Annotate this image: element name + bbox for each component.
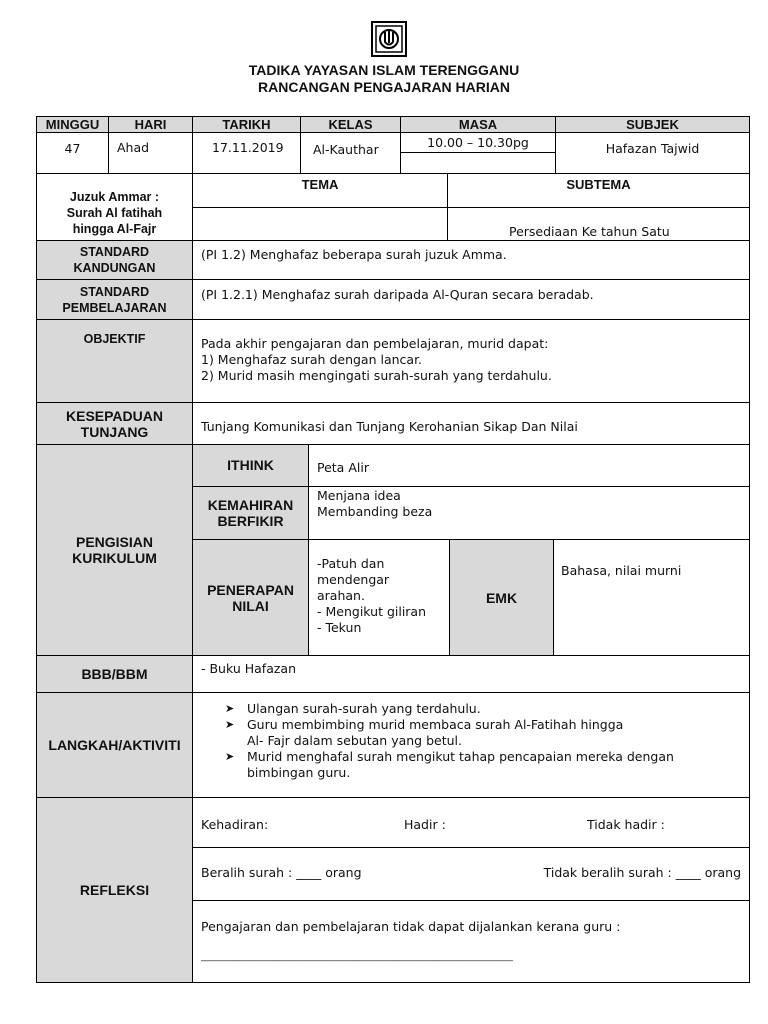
refleksi-label: REFLEKSI (36, 797, 193, 983)
kesepaduan-value (192, 402, 750, 445)
tarikh-value (192, 132, 301, 174)
subtema-text: Persediaan Ke tahun Satu (509, 224, 670, 239)
tidak-beralih-surah: Tidak beralih surah : ____ orang (543, 865, 741, 880)
kemahiran-label: KEMAHIRAN BERFIKIR (192, 486, 309, 540)
kelas-value (300, 132, 401, 174)
kesepaduan-label: KESEPADUAN TUNJANG (36, 402, 193, 445)
objektif-content (192, 319, 750, 403)
emk-value (553, 539, 750, 656)
catatan-text: Pengajaran dan pembelajaran tidak dapat dijalankan kerana guru : (201, 919, 621, 934)
bbb-label: BBB/BBM (36, 655, 193, 693)
minggu-text: 47 (64, 141, 81, 156)
subjek-value (555, 132, 750, 174)
tarikh-text: 17.11.2019 (212, 140, 284, 155)
col-header-minggu: MINGGU (36, 116, 109, 133)
yayasan-islam-emblem-icon (370, 20, 408, 58)
ithink-value (308, 444, 750, 487)
emk-text: Bahasa, nilai murni (561, 563, 682, 578)
standard-kandungan-text: (PI 1.2) Menghafaz beberapa surah juzuk Amma. (201, 247, 507, 262)
standard-pembelajaran-value (192, 279, 750, 320)
ithink-label: ITHINK (192, 444, 309, 487)
hadir-label: Hadir : (404, 817, 446, 832)
standard-kandungan-value (192, 240, 750, 280)
masa-text: 10.00 – 10.30pg (427, 134, 529, 150)
refleksi-kehadiran-row (192, 797, 750, 848)
standard-pembelajaran-text: (PI 1.2.1) Menghafaz surah daripada Al-Quran secara beradab. (201, 287, 594, 302)
refleksi-beralih-row (192, 847, 750, 901)
col-header-masa: MASA (400, 116, 556, 133)
col-header-kelas: KELAS (300, 116, 401, 133)
langkah-content (192, 692, 750, 798)
standard-kandungan-label: STANDARD KANDUNGAN (36, 240, 193, 280)
col-header-hari: HARI (108, 116, 193, 133)
bbb-text: - Buku Hafazan (201, 661, 296, 676)
col-header-tarikh: TARIKH (192, 116, 301, 133)
tema-value (192, 207, 448, 241)
subtema-header: SUBTEMA (447, 173, 750, 208)
langkah-label: LANGKAH/AKTIVITI (36, 692, 193, 798)
langkah-item: ➤ Murid menghafal surah mengikut tahap pencapaian mereka dengan bimbingan guru. (223, 749, 739, 781)
kehadiran-label: Kehadiran: (201, 817, 269, 832)
langkah-item: ➤ Guru membimbing murid membaca surah Al-Fatihah hingga Al- Fajr dalam sebutan yang betul. (223, 717, 739, 749)
penerapan-value: -Patuh dan mendengar arahan. - Mengikut giliran - Tekun (308, 539, 450, 656)
minggu-value (36, 132, 109, 174)
langkah-list (223, 701, 739, 781)
objektif-line-intro: Pada akhir pengajaran dan pembelajaran, murid dapat: (201, 336, 549, 351)
logo-emblem (370, 20, 408, 58)
refleksi-catatan-row (192, 900, 750, 983)
masa-empty-cell (400, 152, 556, 174)
ithink-text: Peta Alir (317, 460, 369, 475)
bbb-value (192, 655, 750, 693)
juzuk-label: Juzuk Ammar : Surah Al fatihah hingga Al-Fajr (36, 173, 193, 241)
tema-header: TEMA (192, 173, 448, 208)
langkah-item: ➤ Ulangan surah-surah yang terdahulu. (223, 701, 739, 717)
document-title: RANCANGAN PENGAJARAN HARIAN (257, 79, 510, 95)
emk-label: EMK (449, 539, 554, 656)
penerapan-label: PENERAPAN NILAI (192, 539, 309, 656)
objektif-label: OBJEKTIF (36, 319, 193, 403)
standard-pembelajaran-label: STANDARD PEMBELAJARAN (36, 279, 193, 320)
hari-value (108, 132, 193, 174)
objektif-line-1: 1) Menghafaz surah dengan lancar. (201, 352, 423, 367)
objektif-line-2: 2) Murid masih mengingati surah-surah yang terdahulu. (201, 368, 552, 383)
kesepaduan-text: Tunjang Komunikasi dan Tunjang Kerohanian Sikap Dan Nilai (201, 419, 578, 434)
masa-value (400, 132, 556, 153)
subtema-value (447, 207, 750, 241)
hari-text: Ahad (117, 140, 150, 155)
pengisian-label: PENGISIAN KURIKULUM (36, 444, 193, 656)
school-name: TADIKA YAYASAN ISLAM TERENGGANU (248, 62, 520, 78)
kemahiran-value: Menjana idea Membanding beza (308, 486, 750, 540)
catatan-underline: ____________________________________________________________________________ (201, 952, 513, 962)
beralih-surah: Beralih surah : ____ orang (201, 865, 362, 880)
col-header-subjek: SUBJEK (555, 116, 750, 133)
kelas-text: Al-Kauthar (313, 142, 379, 157)
tidak-hadir-label: Tidak hadir : (587, 817, 665, 832)
subjek-text: Hafazan Tajwid (605, 141, 700, 156)
